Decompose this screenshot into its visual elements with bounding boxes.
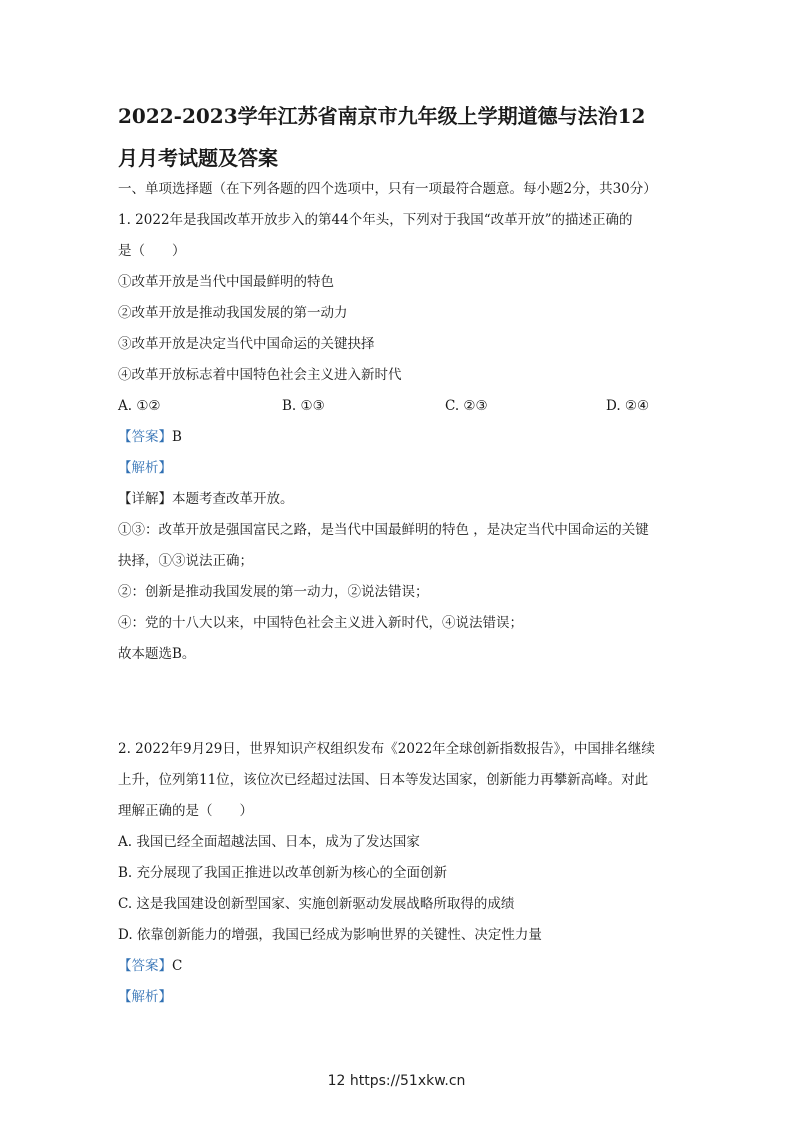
- q1-stem-line-1: 1. 2022年是我国改革开放步入的第44个年头，下列对于我国“改革开放”的描述正确的: [118, 212, 633, 228]
- q1-analysis-tag: [118, 462, 172, 476]
- q2-option-b: B. 充分展现了我国正推进以改革创新为核心的全面创新: [118, 865, 448, 881]
- q2-stem-line-2: 上升，位列第11位，该位次已经超过法国、日本等发达国家，创新能力再攀新高峰。对此: [118, 772, 649, 788]
- q2-stem-line-3: 理解正确的是（ ）: [118, 803, 253, 819]
- q1-option-b: B. ①③: [282, 398, 325, 414]
- document-title-line-1: 2022-2023学年江苏省南京市九年级上学期道德与法治12: [118, 104, 646, 128]
- q1-explain-3: ②：创新是推动我国发展的第一动力，②说法错误；: [118, 584, 429, 600]
- analysis-tag: 【解析】: [118, 989, 172, 1005]
- q1-explain-1: ①③：改革开放是强国富民之路，是当代中国最鲜明的特色 ，是决定当代中国命运的关键: [118, 522, 649, 538]
- document-title-line-2: 月月考试题及答案: [118, 146, 278, 170]
- q2-answer: [118, 960, 182, 974]
- q1-item-4: ④改革开放标志着中国特色社会主义进入新时代: [118, 367, 402, 383]
- q1-answer: [118, 431, 182, 445]
- q1-option-d: D. ②④: [606, 398, 650, 414]
- page-footer: 12 https://51xkw.cn: [327, 1073, 466, 1089]
- q1-option-a: A. ①②: [118, 398, 161, 414]
- answer-value: C: [172, 958, 183, 974]
- q1-item-3: ③改革开放是决定当代中国命运的关键抉择: [118, 336, 375, 352]
- q1-explain-2: 抉择，①③说法正确；: [118, 553, 253, 569]
- q2-stem-line-1: 2. 2022年9月29日，世界知识产权组织发布《2022年全球创新指数报告》，中国排名继续: [118, 741, 655, 757]
- q1-item-2: ②改革开放是推动我国发展的第一动力: [118, 305, 348, 321]
- section-heading: 一、单项选择题（在下列各题的四个选项中，只有一项最符合题意。每小题2分，共30分）: [118, 181, 657, 197]
- answer-tag: 【答案】: [118, 429, 172, 445]
- answer-tag: 【答案】: [118, 958, 172, 974]
- q2-option-c: C. 这是我国建设创新型国家、实施创新驱动发展战略所取得的成绩: [118, 896, 515, 912]
- detail-tag: 【详解】: [118, 491, 172, 507]
- q1-item-1: ①改革开放是当代中国最鲜明的特色: [118, 274, 334, 290]
- q2-option-a: A. 我国已经全面超越法国、日本，成为了发达国家: [118, 834, 420, 850]
- q1-stem-line-2: 是（ ）: [118, 243, 186, 259]
- answer-value: B: [172, 429, 182, 445]
- q2-analysis-tag: [118, 991, 172, 1005]
- q2-option-d: D. 依靠创新能力的增强，我国已经成为影响世界的关键性、决定性力量: [118, 927, 542, 943]
- analysis-tag: 【解析】: [118, 460, 172, 476]
- q1-detail: [118, 493, 294, 507]
- detail-text: 本题考查改革开放。: [172, 491, 294, 507]
- q1-explain-4: ④：党的十八大以来，中国特色社会主义进入新时代，④说法错误；: [118, 615, 523, 631]
- q1-conclusion: 故本题选B。: [118, 646, 196, 662]
- q1-option-c: C. ②③: [445, 398, 488, 414]
